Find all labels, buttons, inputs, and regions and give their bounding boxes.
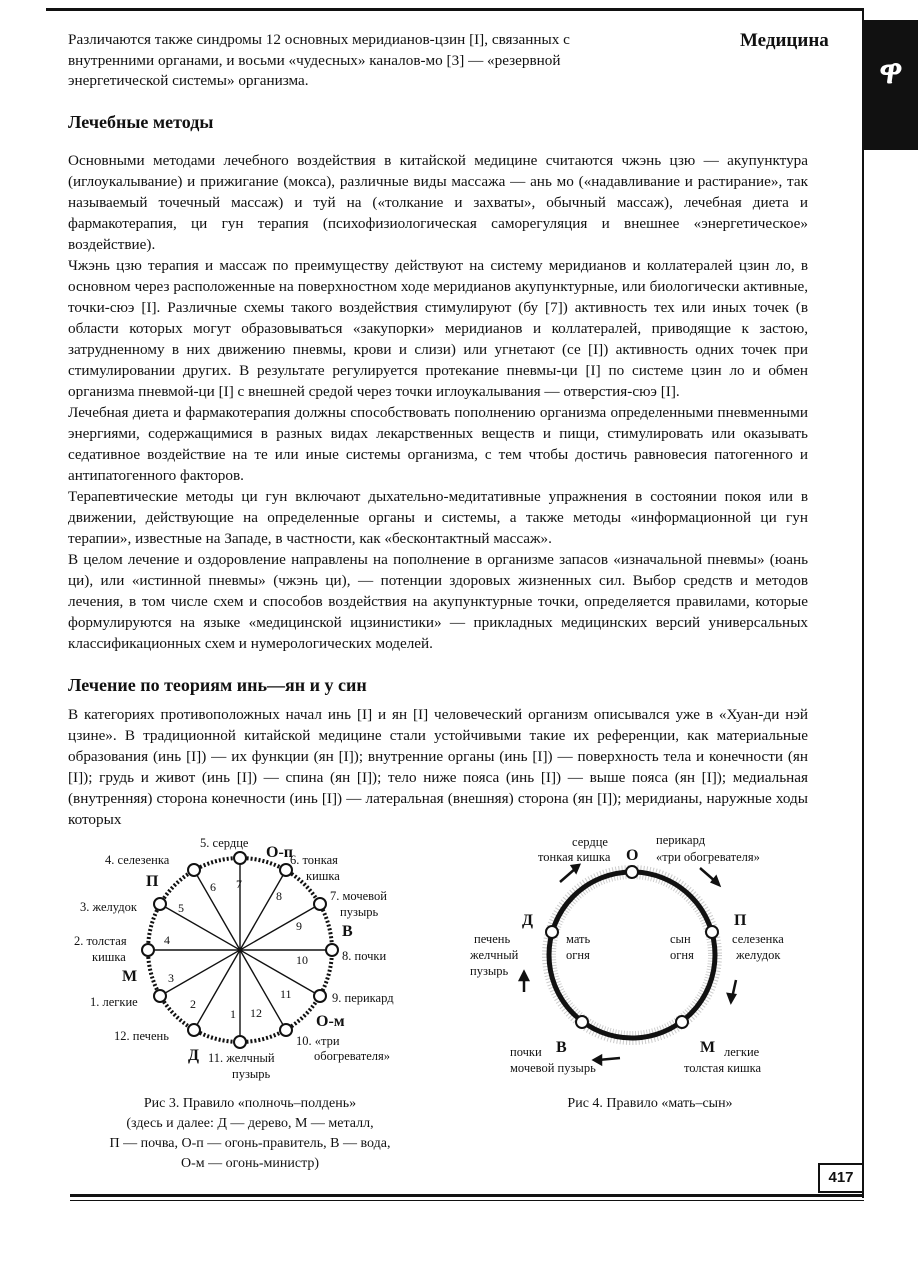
label-colon: кишка xyxy=(92,950,126,964)
label-liver: печень xyxy=(474,932,511,946)
label-stomach: 3. желудок xyxy=(80,900,137,914)
paragraph: В категориях противоположных начал инь [I] и ян [I] человеческий организм описывался уже в «Хуан-ди нэй цзине». В традиционной китайской медицине стали устойчивыми такие их референции, как материальные образования (инь [I]) — их функции (ян [I]); внутренние органы (инь [I]) — поверхность тела и конечности (ян [I]); грудь и живот (инь [I]) — спина (ян [I]); тело ниже пояса (инь [I]) — выше пояса (ян [I]); медиальная (внутренняя) сторона конечности (инь [I]) — латеральная (внешняя) сторона (ян [I]); меридианы, наружные ходы которых xyxy=(68,706,808,828)
diagram-number: 10 xyxy=(296,953,308,967)
label-son: сын xyxy=(670,932,691,946)
label-gallbladder: желчный xyxy=(470,948,519,962)
label-lungs: 1. легкие xyxy=(90,995,138,1009)
label-stomach: желудок xyxy=(736,948,781,962)
intro-text: Различаются также синдромы 12 основных меридианов-цзин [I], связанных с внутренними органами, и восьми «чудесных» каналов-мо [3] — «резервной энергетической системы» организма. xyxy=(68,31,570,89)
body-section-2 xyxy=(68,704,808,830)
label-v: В xyxy=(556,1039,567,1056)
body-section-1 xyxy=(68,150,808,654)
caption-line: (здесь и далее: Д — дерево, М — металл, xyxy=(126,1116,374,1131)
label-om: О-м xyxy=(316,1013,345,1030)
section-tab xyxy=(864,20,918,150)
label-op: О-п xyxy=(266,844,293,861)
label-d: Д xyxy=(188,1047,200,1064)
diagram-number: 8 xyxy=(276,889,282,903)
label-kidney: 8. почки xyxy=(342,949,387,963)
right-rule xyxy=(862,8,864,1198)
heading-treatment-methods: Лечебные методы xyxy=(68,112,214,132)
label-gallbladder: пузырь xyxy=(232,1067,271,1081)
paragraph: Основными методами лечебного воздействия в китайской медицине считаются чжэнь цзю — акупунктура (иглоукалывание) и прижигание (мокса), различные виды массажа — ань мо («надавливание и растирание», так называемый точечный массаж) и туй на («толкание и захваты», обычный массаж), лечебная диета и фармакотерапия, ци гун терапия (психофизиологическая саморегуляция и внешнее «энергетическое» воздействие). xyxy=(68,152,808,253)
diagram-number: 12 xyxy=(250,1006,262,1020)
diagram-number: 3 xyxy=(168,971,174,985)
label-gallbladder: пузырь xyxy=(470,964,509,978)
section-title: Медицина xyxy=(740,30,829,51)
diagram-number: 5 xyxy=(178,901,184,915)
bottom-rule xyxy=(70,1194,864,1197)
diagram-number: 9 xyxy=(296,919,302,933)
label-pericard: 9. перикард xyxy=(332,991,394,1005)
label-p: П xyxy=(734,912,747,929)
label-spleen: 4. селезенка xyxy=(105,853,170,867)
label-kidney: почки xyxy=(510,1045,542,1059)
label-m: М xyxy=(122,968,138,985)
label-o: О xyxy=(626,847,639,864)
label-heart: сердце xyxy=(572,835,608,849)
paragraph: Терапевтические методы ци гун включают дыхательно-медитативные упражнения в состоянии покоя или в движении, действующие на определенные органы и системы, а также методы «информационной ци гун терапии», известные на Западе, в частности, как «бесконтактный массаж». xyxy=(68,488,808,547)
label-colon: толстая кишка xyxy=(684,1061,762,1075)
label-p: П xyxy=(146,873,159,890)
label-three-heaters: 10. «три xyxy=(296,1034,340,1048)
label-pericard: перикард xyxy=(656,833,706,847)
label-small-intestine: 6. тонкая xyxy=(290,853,338,867)
paragraph: Чжэнь цзю терапия и массаж по преимуществу действуют на систему меридианов и коллатералей цзин ло, в основном через расположенные на поверхностном ходе меридианов акупунктурные, или биологически активные, точки-сюэ [I]. Различные схемы такого воздействия стимулируют (бу [7]) активность тех или иных точек (в области которых могут образовываться «закупорки» меридианов и коллатералей, приводящие к застою, затрудненному в них движению пневмы, крови и слизи) или угнетают (се [I]) активность одних точек при стимулировании других. В результате регулируется протекание пневмы-ци [I] по системе цзин ло и обмен организма пневмой-ци [I] с внешней средой через точки иглоукалывания — отверстия-сюэ [I]. xyxy=(68,257,808,400)
diagram-number: 11 xyxy=(280,987,292,1001)
paragraph: В целом лечение и оздоровление направлены на пополнение в организме запасов «изначальной пневмы» (юань ци), или «истинной пневмы» (чжэнь ци), — потенции здоровых жизненных сил. Выбор средств и методов лечения, в том числе схем и способов воздействия на акупунктурные точки, определяется правилами, которые формулируются на языке «медицинской ицзинистики» — прикладных медицинских версий универсальных классификационных схем и нумерологических моделей. xyxy=(68,551,808,652)
figure-4-caption: Рис 4. Правило «мать–сын» xyxy=(567,1096,733,1111)
label-bladder: мочевой пузырь xyxy=(510,1061,596,1075)
label-m: М xyxy=(700,1039,716,1056)
label-mother: огня xyxy=(566,948,590,962)
caption-line: О-м — огонь-министр) xyxy=(180,1156,320,1171)
diagram-number: 2 xyxy=(190,997,196,1011)
paragraph: Лечебная диета и фармакотерапия должны способствовать пополнению организма определенными пневменными энергиями, содержащимися в разных видах лекарственных веществ и пищи, стимулировать или оказывать седативное воздействие на те или иные системы организма, с тем чтобы достичь равновесия патогенного и антипатогенного факторов. xyxy=(68,404,808,484)
label-heart: 5. сердце xyxy=(200,836,249,850)
diagram-number: 6 xyxy=(210,880,216,894)
page-number: 417 xyxy=(818,1163,864,1193)
label-liver: 12. печень xyxy=(114,1029,169,1043)
caption-line: Рис 3. Правило «полночь–полдень» xyxy=(143,1096,357,1111)
bottom-rule-thin xyxy=(70,1200,864,1201)
label-gallbladder: 11. желчный xyxy=(208,1051,275,1065)
label-bladder: пузырь xyxy=(340,905,379,919)
label-three-heaters: обогревателя» xyxy=(314,1049,390,1063)
caption-line: П — почва, О-п — огонь-правитель, В — вода, xyxy=(109,1136,391,1151)
label-son: огня xyxy=(670,948,694,962)
label-d: Д xyxy=(522,912,534,929)
heading-yin-yang: Лечение по теориям инь—ян и у син xyxy=(68,675,367,695)
label-bladder: 7. мочевой xyxy=(330,889,387,903)
label-v: В xyxy=(342,923,353,940)
figure-4-diagram xyxy=(460,830,810,1085)
diagram-number: 1 xyxy=(230,1007,236,1021)
figure-3-caption xyxy=(80,1094,420,1174)
label-three-heaters: «три обогревателя» xyxy=(656,850,760,864)
label-spleen: селезенка xyxy=(732,932,784,946)
section-glyph-icon: ዋ xyxy=(879,52,903,92)
label-lungs: легкие xyxy=(724,1045,760,1059)
figure-3-diagram xyxy=(60,830,440,1085)
label-small-intestine: тонкая кишка xyxy=(538,850,611,864)
label-colon: 2. толстая xyxy=(74,934,127,948)
top-rule xyxy=(46,8,862,11)
label-mother: мать xyxy=(566,932,591,946)
label-small-intestine: кишка xyxy=(306,869,340,883)
diagram-number: 4 xyxy=(164,933,170,947)
diagram-number: 7 xyxy=(236,877,242,891)
